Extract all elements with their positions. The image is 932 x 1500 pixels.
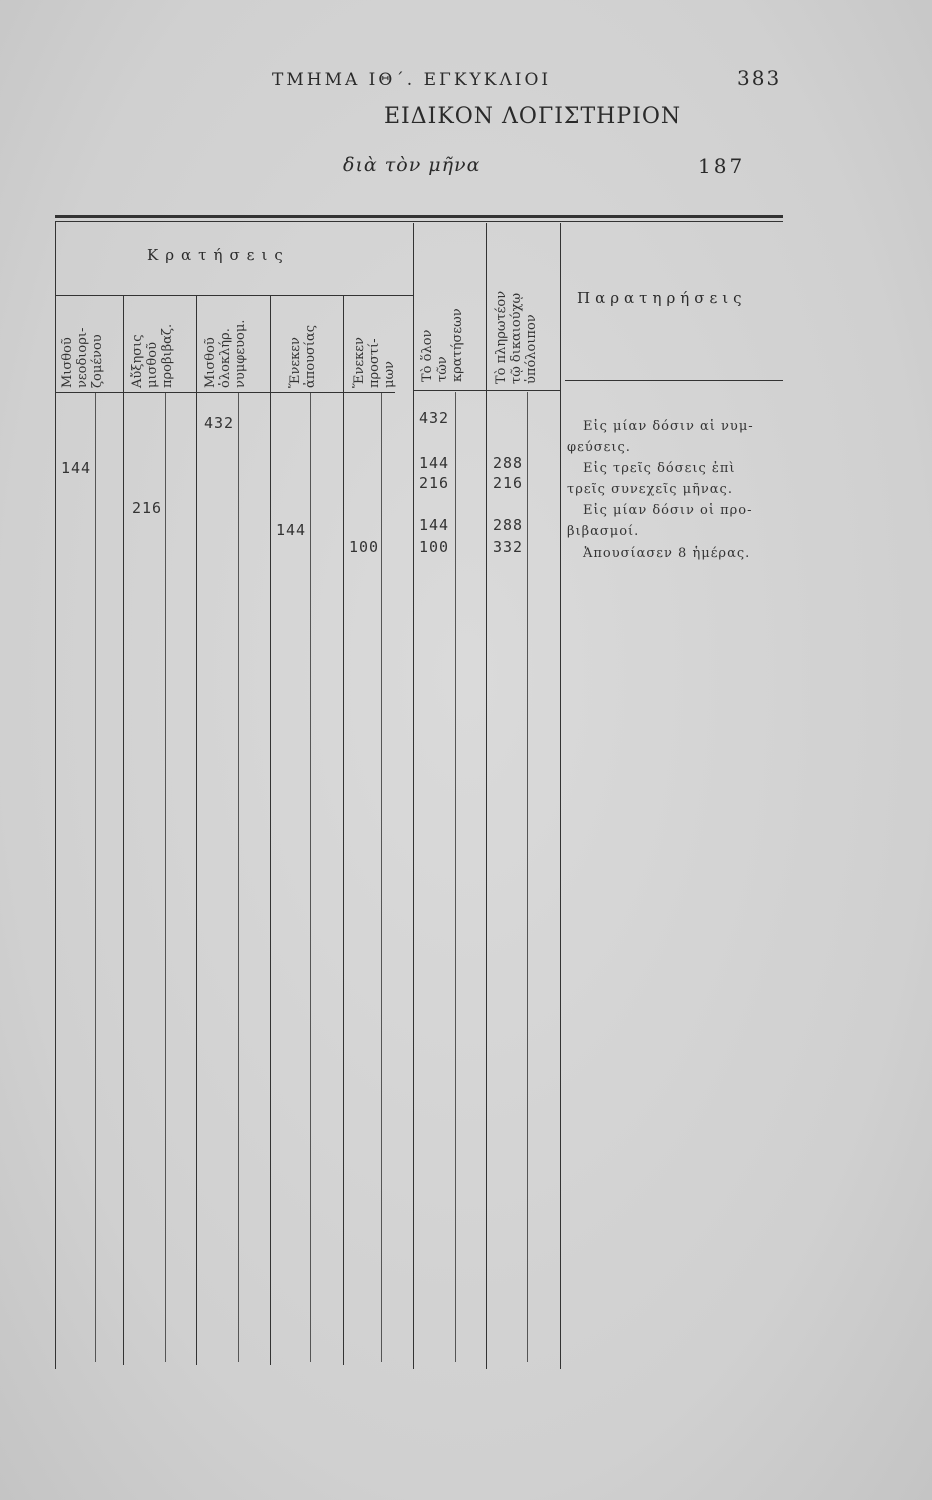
- sub-line-7: [527, 392, 528, 1362]
- top-rule-thin: [55, 221, 783, 222]
- value-nymfevom: 432: [204, 414, 235, 432]
- year-label: 187: [698, 154, 746, 178]
- sub-line-6: [455, 392, 456, 1362]
- col-sep-4: [343, 295, 344, 1365]
- top-rule-thick: [55, 215, 783, 218]
- total-value: 216: [419, 474, 450, 492]
- payable-value: 288: [493, 454, 524, 472]
- value-apousias: 144: [276, 521, 307, 539]
- table-border-left: [55, 221, 56, 1369]
- value-auxisis: 216: [132, 499, 163, 517]
- sub-line-3: [238, 392, 239, 1362]
- col-header-notes: Παρατηρήσεις: [577, 289, 747, 307]
- col-header-apousias: Ἕνεκεν ἀπουσίας: [288, 324, 318, 388]
- col-header-total: Τὸ ὅλον τῶν κρατήσεων: [420, 308, 465, 382]
- payable-value: 216: [493, 474, 524, 492]
- header-bottom-rule-right: [565, 380, 783, 381]
- note-line: βιβασμοί.: [567, 524, 640, 539]
- note-line: Εἰς μίαν δόσιν αἱ νυμ-: [583, 419, 754, 434]
- col-sep-2: [196, 295, 197, 1365]
- note-line: τρεῖς συνεχεῖς μῆνας.: [567, 482, 733, 497]
- sub-line-5: [381, 392, 382, 1362]
- col-sep-1: [123, 295, 124, 1365]
- sub-line-2: [165, 392, 166, 1362]
- note-line: Ἀπουσίασεν 8 ἡμέρας.: [583, 546, 751, 561]
- total-value: 144: [419, 516, 450, 534]
- payable-value: 332: [493, 538, 524, 556]
- group-header-krateseis: Κρατήσεις: [147, 246, 290, 264]
- page-subtitle: διὰ τὸν μῆνα: [343, 154, 481, 176]
- section-title: ΤΜΗΜΑ ΙΘ΄. ΕΓΚΥΚΛΙΟΙ: [272, 70, 552, 90]
- col-header-auxisis: Αὔξησις μισθοῦ προβιβαζ.: [130, 323, 175, 388]
- page-number: 383: [737, 66, 782, 90]
- col-header-neodior: Μισθοῦ νεοδιορι- ζομένου: [60, 327, 105, 388]
- page-title: ΕΙΔΙΚΟΝ ΛΟΓΙΣΤΗΡΙΟΝ: [384, 104, 682, 129]
- payable-value: 288: [493, 516, 524, 534]
- value-neodior: 144: [61, 459, 92, 477]
- header-bottom-rule-mid: [413, 390, 560, 391]
- value-prostimon: 100: [349, 538, 380, 556]
- col-sep-5: [413, 223, 414, 1369]
- note-line: Εἰς μίαν δόσιν οἱ προ-: [583, 503, 753, 518]
- note-line: φεύσεις.: [567, 440, 631, 455]
- col-header-nymfevom: Μισθοῦ ὁλοκλήρ. νυμφευομ.: [203, 319, 248, 388]
- total-value: 100: [419, 538, 450, 556]
- header-bottom-rule-left: [55, 392, 395, 393]
- sub-line-4: [310, 392, 311, 1362]
- total-value: 432: [419, 409, 450, 427]
- note-line: Εἰς τρεῖς δόσεις ἐπὶ: [583, 461, 736, 476]
- col-sep-3: [270, 295, 271, 1365]
- sub-line-1: [95, 392, 96, 1362]
- col-header-payable: Τὸ πληρωτέον τῷ δικαιούχῳ ὑπόλοιπον: [494, 290, 539, 384]
- total-value: 144: [419, 454, 450, 472]
- group-header-rule: [55, 295, 413, 296]
- col-header-prostimon: Ἕνεκεν προστί- μων: [352, 337, 397, 388]
- col-sep-7: [560, 223, 561, 1369]
- col-sep-6: [486, 223, 487, 1369]
